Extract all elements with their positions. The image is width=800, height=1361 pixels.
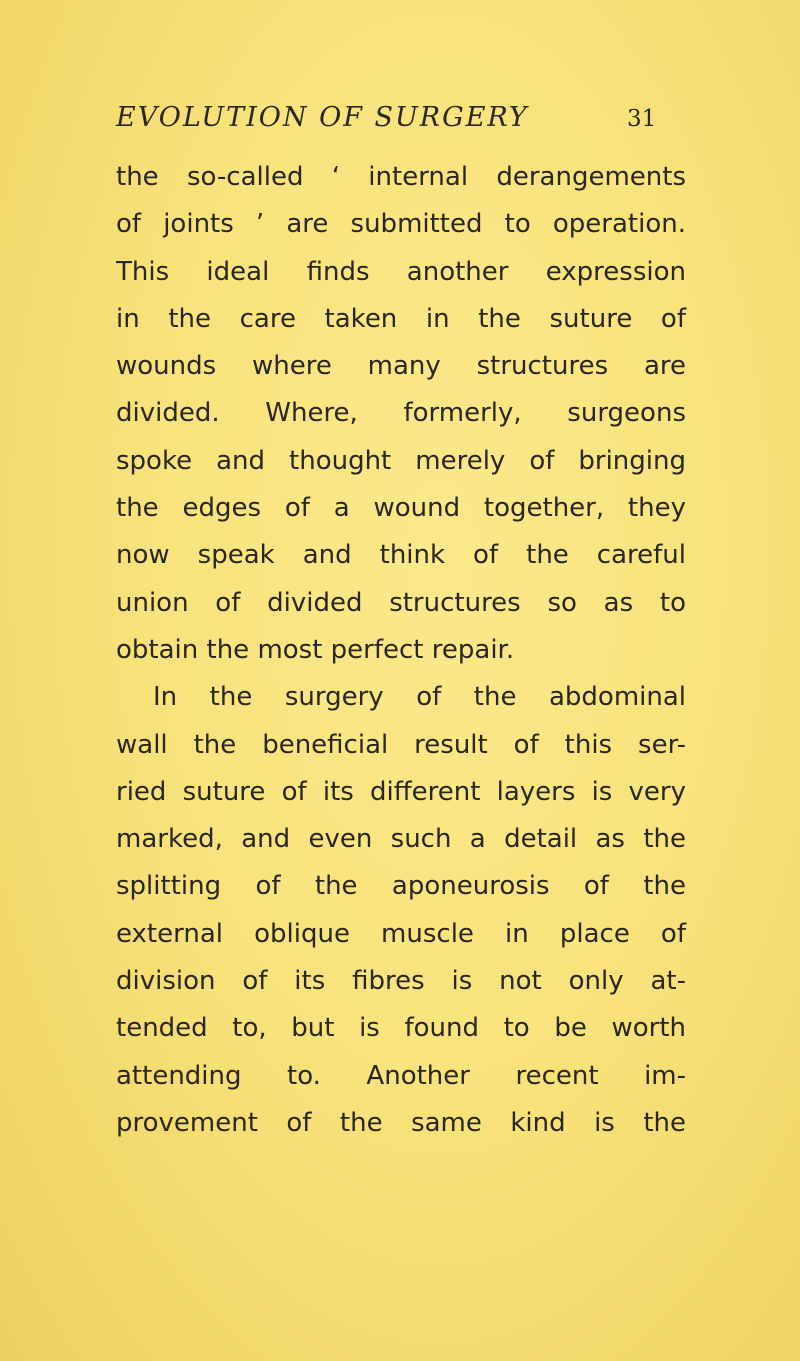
text-line: wounds where many structures are (116, 351, 686, 382)
text-line: attending to. Another recent im- (116, 1060, 686, 1091)
text-line: divided. Where, formerly, surgeons (116, 398, 686, 429)
text-line: now speak and think of the careful (116, 540, 686, 571)
text-line: provement of the same kind is the (116, 1107, 686, 1138)
text-line: wall the beneficial result of this ser- (116, 729, 686, 760)
text-line: external oblique muscle in place of (116, 918, 686, 949)
text-line: of joints ’ are submitted to operation. (116, 209, 686, 240)
text-line: splitting of the aponeurosis of the (116, 871, 686, 902)
text-line: ried suture of its different layers is very (116, 776, 686, 807)
running-title: EVOLUTION OF SURGERY (116, 102, 529, 133)
text-line: in the care taken in the suture of (116, 303, 686, 334)
text-line: the so-called ‘ internal derangements (116, 162, 686, 192)
text-line: marked, and even such a detail as the (116, 824, 686, 855)
paragraph-end-line: obtain the most perfect repair. (116, 634, 515, 665)
text-line: the edges of a wound together, they (116, 493, 686, 524)
page-number: 31 (627, 106, 657, 132)
text-line: division of its fibres is not only at- (116, 966, 686, 997)
body-text (116, 156, 686, 1149)
running-head (0, 98, 800, 138)
text-line: spoke and thought merely of bringing (116, 445, 686, 476)
text-line: union of divided structures so as to (116, 587, 686, 618)
text-line: tended to, but is found to be worth (116, 1013, 686, 1044)
paragraph-start-line: In the surgery of the abdominal (153, 682, 686, 713)
text-line: This ideal finds another expression (116, 256, 686, 287)
